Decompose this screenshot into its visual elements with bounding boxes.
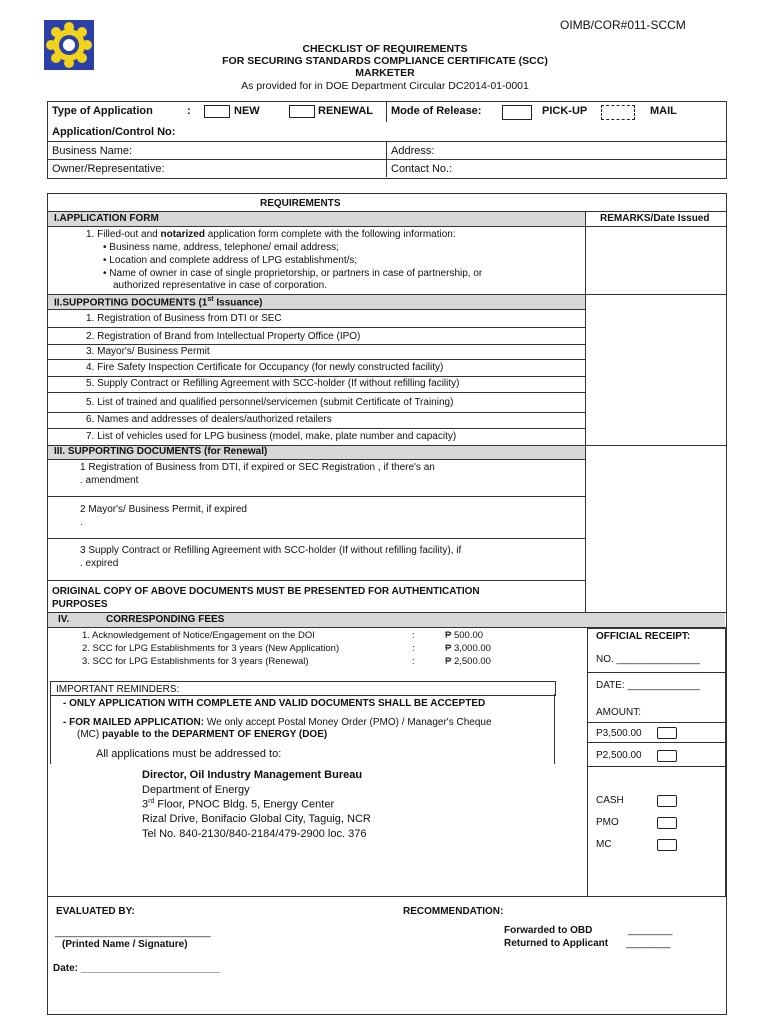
renewal-label: RENEWAL	[318, 105, 373, 117]
address-floor: 3rd Floor, PNOC Bldg. 5, Energy Center	[142, 798, 335, 811]
pickup-checkbox[interactable]	[502, 105, 532, 120]
receipt-no: NO. _______________	[596, 654, 700, 665]
type-of-application-label: Type of Application	[52, 105, 153, 117]
receipt-amount: AMOUNT:	[596, 707, 641, 718]
forwarded-to-obd-line[interactable]: ________	[628, 925, 673, 936]
fee-colon: :	[412, 630, 415, 641]
mail-checkbox[interactable]	[601, 105, 635, 120]
section2-item: 4. Fire Safety Inspection Certificate for Occupancy (for newly constructed facility)	[86, 362, 444, 373]
fee-item: 2. SCC for LPG Establishments for 3 years (New Application)	[82, 643, 340, 654]
cash-checkbox[interactable]	[657, 795, 677, 807]
address-label: Address:	[391, 145, 435, 157]
fee-amount: ₱ 3,000.00	[445, 643, 491, 654]
mail-label: MAIL	[650, 105, 677, 117]
original-copy-notice-cont: PURPOSES	[52, 599, 108, 610]
section3-item2-cont: .	[80, 517, 83, 528]
type-colon: :	[187, 105, 191, 117]
section4-title: CORRESPONDING FEES	[106, 614, 225, 625]
mc-checkbox[interactable]	[657, 839, 677, 851]
subtitle: As provided for in DOE Department Circular DC2014-01-0001	[241, 80, 529, 92]
contact-no-label: Contact No.:	[391, 163, 453, 175]
fee-item: 1. Acknowledgement of Notice/Engagement on the DOI	[82, 630, 315, 641]
title-line1: CHECKLIST OF REQUIREMENTS	[302, 43, 468, 55]
section2-item: 6. Names and addresses of dealers/authorized retailers	[86, 414, 332, 425]
returned-to-applicant-line[interactable]: ________	[626, 938, 671, 949]
remarks-header: REMARKS/Date Issued	[600, 213, 710, 224]
section3-item1: 1 Registration of Business from DTI, if expired or SEC Registration , if there's an	[80, 462, 435, 473]
section1-title: I.APPLICATION FORM	[54, 213, 159, 224]
reminder-mailed-application-cont: (MC) payable to the DEPARMENT OF ENERGY (DOE)	[77, 729, 328, 740]
fee-amount: ₱ 500.00	[445, 630, 484, 641]
section2-item: 7. List of vehicles used for LPG business (model, make, plate number and capacity)	[86, 431, 457, 442]
important-reminders-title: IMPORTANT REMINDERS:	[56, 684, 180, 695]
date-field[interactable]: Date: _________________________	[53, 963, 220, 974]
new-checkbox[interactable]	[204, 105, 230, 118]
section1-bullet: • Name of owner in case of single proprietorship, or partners in case of partnership, or	[103, 268, 483, 279]
fee-colon: :	[412, 656, 415, 667]
application-control-no-label: Application/Control No:	[52, 126, 176, 138]
recommendation-label: RECOMMENDATION:	[403, 906, 504, 917]
receipt-mc: MC	[596, 839, 612, 850]
section3-item2: 2 Mayor's/ Business Permit, if expired	[80, 504, 247, 515]
pickup-label: PICK-UP	[542, 105, 588, 117]
address-department: Department of Energy	[142, 784, 250, 796]
receipt-p3500: P3,500.00	[596, 728, 642, 739]
addressed-to: All applications must be addressed to:	[96, 748, 282, 760]
section1-bullet: • Location and complete address of LPG establishment/s;	[103, 255, 358, 266]
reminder-complete-documents: - ONLY APPLICATION WITH COMPLETE AND VALID DOCUMENTS SHALL BE ACCEPTED	[63, 698, 486, 709]
section2-item: 2. Registration of Brand from Intellectual Property Office (IPO)	[86, 331, 361, 342]
original-copy-notice: ORIGINAL COPY OF ABOVE DOCUMENTS MUST BE PRESENTED FOR AUTHENTICATION	[52, 586, 480, 597]
section3-item3-cont: . expired	[80, 558, 119, 569]
fee-amount: ₱ 2,500.00	[445, 656, 491, 667]
reminder-mailed-application: - FOR MAILED APPLICATION: We only accept Postal Money Order (PMO) / Manager's Cheque	[63, 717, 492, 728]
business-name-label: Business Name:	[52, 145, 133, 157]
address-telephone: Tel No. 840-2130/840-2184/479-2900 loc. 376	[142, 828, 367, 840]
evaluated-by-label: EVALUATED BY:	[56, 906, 135, 917]
official-receipt-title: OFFICIAL RECEIPT:	[596, 631, 691, 642]
receipt-pmo: PMO	[596, 817, 619, 828]
p2500-checkbox[interactable]	[657, 750, 677, 762]
section1-item1: 1. Filled-out and notarized application form complete with the following information:	[86, 229, 456, 240]
section2-item: 5. Supply Contract or Refilling Agreement with SCC-holder (If without refilling facility)	[86, 378, 460, 389]
section1-bullet: authorized representative in case of corporation.	[113, 280, 328, 291]
requirements-header: REQUIREMENTS	[260, 198, 341, 209]
section3-title: III. SUPPORTING DOCUMENTS (for Renewal)	[54, 446, 268, 457]
mode-of-release-label: Mode of Release:	[391, 105, 482, 117]
receipt-p2500: P2,500.00	[596, 750, 642, 761]
address-director: Director, Oil Industry Management Bureau	[142, 769, 363, 781]
receipt-date: DATE: _____________	[596, 680, 700, 691]
section1-bullet: • Business name, address, telephone/ email address;	[103, 242, 339, 253]
p3500-checkbox[interactable]	[657, 727, 677, 739]
document-code: OIMB/COR#011-SCCM	[560, 18, 686, 32]
signature-line[interactable]: ____________________________	[55, 927, 211, 938]
returned-to-applicant-label: Returned to Applicant	[504, 938, 609, 949]
section2-item: 5. List of trained and qualified personnel/servicemen (submit Certificate of Training)	[86, 397, 454, 408]
section2-item: 3. Mayor's/ Business Permit	[86, 346, 210, 357]
new-label: NEW	[234, 105, 260, 117]
section2-item: 1. Registration of Business from DTI or SEC	[86, 313, 282, 324]
title-line2: FOR SECURING STANDARDS COMPLIANCE CERTIFICATE (SCC)	[222, 55, 548, 67]
section3-item1-cont: . amendment	[80, 475, 139, 486]
fee-colon: :	[412, 643, 415, 654]
owner-representative-label: Owner/Representative:	[52, 163, 165, 175]
address-street: Rizal Drive, Bonifacio Global City, Taguig, NCR	[142, 813, 371, 825]
section3-item3: 3 Supply Contract or Refilling Agreement with SCC-holder (If without refilling facility), if	[80, 545, 462, 556]
section4-number: IV.	[58, 614, 70, 625]
forwarded-to-obd-label: Forwarded to OBD	[504, 925, 593, 936]
official-receipt-box	[587, 628, 726, 897]
title-line3: MARKETER	[355, 67, 415, 79]
section2-title: II.SUPPORTING DOCUMENTS (1st Issuance)	[54, 296, 263, 309]
printed-name-signature-label: (Printed Name / Signature)	[62, 939, 188, 950]
pmo-checkbox[interactable]	[657, 817, 677, 829]
renewal-checkbox[interactable]	[289, 105, 315, 118]
receipt-cash: CASH	[596, 795, 624, 806]
fee-item: 3. SCC for LPG Establishments for 3 years (Renewal)	[82, 656, 309, 667]
